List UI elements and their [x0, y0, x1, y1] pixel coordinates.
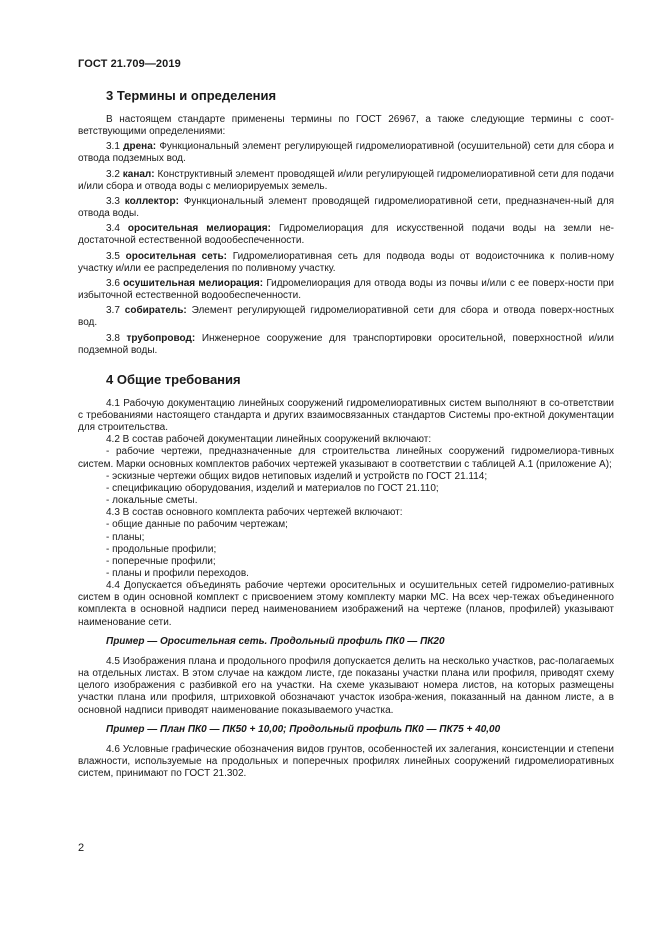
term-definition: [78, 333, 614, 357]
term-name: оросительная мелиорация:: [127, 223, 271, 235]
term-text: Элемент регулирующей гидромелиоративной сети для сбора и отвода поверх-ностных вод.: [78, 305, 615, 329]
standard-header: ГОСТ 21.709—2019: [78, 58, 181, 70]
paragraph-4-5: 4.5 Изображения плана и продольного профиля допускается делить на несколько участков, рас-полагаемых на отдельных листах. В этом случае на каждом листе, где показаны участки плана или профиля, приводят схему целого изображения с разбивкой его на участки. На схеме указывают номера листов, на которых размещены участки плана или профиля, штриховкой обозначают участок изобра-жения, показанный на данном листе, а в основной надписи приводят наименование показываемого участка.: [78, 655, 614, 716]
list-item: - эскизные чертежи общих видов нетиповых изделий и устройств по ГОСТ 21.114;: [106, 470, 488, 482]
term-number: 3.4: [106, 223, 120, 235]
paragraph-4-1: 4.1 Рабочую документацию линейных сооружений гидромелиоративных систем выполняют в со-ответствии с требованиями настоящего стандарта и других взаимосвязанных стандартов Системы про-ектной документации для строительства.: [78, 397, 614, 434]
list-item: - общие данные по рабочим чертежам;: [106, 519, 288, 531]
term-number: 3.6: [106, 277, 120, 289]
term-text: Гидромелиорация для искусственной подачи воды на земли не-достаточной естественной водообеспеченности.: [78, 223, 614, 247]
term-number: 3.8: [106, 332, 120, 344]
term-name: оросительная сеть:: [125, 250, 228, 262]
term-definition: [78, 305, 614, 329]
term-name: осушительная мелиорация:: [123, 277, 264, 289]
document-body: [78, 88, 614, 780]
term-definition: [78, 169, 614, 193]
term-number: 3.7: [106, 305, 120, 317]
term-text: Функциональный элемент проводящей гидромелиоративной сети, предназначен-ный для отвода воды.: [78, 195, 614, 220]
term-number: 3.2: [106, 168, 120, 180]
term-number: 3.5: [106, 250, 120, 262]
term-number: 3.3: [106, 195, 120, 207]
term-name: дрена:: [123, 141, 157, 153]
paragraph-4-6: 4.6 Условные графические обозначения видов грунтов, особенностей их залегания, консистенции и степени влажности, используемые на продольных и поперечных профилях линейных сооружений гидромелиоративных систем, принимают по ГОСТ 21.302.: [78, 743, 614, 780]
term-number: 3.1: [106, 141, 120, 153]
term-name: канал:: [122, 168, 155, 180]
terms-list: [78, 141, 614, 357]
term-definition: [78, 251, 614, 275]
term-text: Конструктивный элемент проводящей и/или регулирующей гидромелиоративной сети для подачи и/или сбора и отвода воды с мелиорируемых земель.: [78, 168, 615, 192]
section-3-intro: В настоящем стандарте применены термины по ГОСТ 26967, а также следующие термины с соот-ветствующими определениями:: [78, 114, 614, 138]
list-item: - спецификацию оборудования, изделий и материалов по ГОСТ 21.110;: [106, 482, 439, 494]
section-4-title: 4 Общие требования: [106, 371, 241, 387]
list-item: - рабочие чертежи, предназначенные для строительства линейных сооружений гидромелиора-тивных систем. Марки основных комплектов рабочих чертежей указывают в соответствии с таблицей А.1 (приложение А);: [78, 446, 614, 470]
term-text: Инженерное сооружение для транспортировки оросительной, поверхностной и/или подземной воды.: [78, 332, 615, 356]
paragraph-4-3: 4.3 В состав основного комплекта рабочих чертежей включают:: [106, 507, 403, 519]
term-name: коллектор:: [124, 195, 179, 207]
list-item: - поперечные профили;: [106, 555, 216, 567]
term-text: Функциональный элемент регулирующей гидромелиоративной (осушительной) сети для сбора и отвода подземных вод.: [78, 141, 614, 165]
paragraph-4-4: 4.4 Допускается объединять рабочие чертежи оросительных и осушительных сетей гидромелио-ративных систем в один основной комплект с присвоением этому комплекту марки МС. На всех чер-тежах объединенного комплекта в основной надписи перед наименованием изображений на чертеже (планов, профилей) указывают наименование сети.: [78, 580, 614, 628]
term-name: собиратель:: [124, 305, 187, 317]
example-2: Пример — План ПК0 — ПК50 + 10,00; Продольный профиль ПК0 — ПК75 + 40,00: [106, 723, 501, 735]
term-definition: [78, 223, 614, 247]
term-text: Гидромелиоративная сеть для подвода воды от водоисточника к полив-ному участку и/или ее распределения по поливному участку.: [78, 250, 614, 274]
list-item: - планы;: [106, 531, 145, 543]
term-definition: [78, 278, 614, 302]
list-item: - локальные сметы.: [106, 495, 198, 507]
term-definition: [78, 196, 614, 220]
example-1: Пример — Оросительная сеть. Продольный профиль ПК0 — ПК20: [106, 635, 445, 647]
term-name: трубопровод:: [126, 332, 196, 344]
term-definition: [78, 141, 614, 165]
section-3-title: 3 Термины и определения: [106, 88, 277, 103]
list-item: - продольные профили;: [106, 543, 217, 555]
page-number: 2: [78, 842, 85, 854]
term-text: Гидромелиорация для отвода воды из почвы и/или с ее поверх-ности при избыточной естественной водообеспеченности.: [78, 277, 615, 302]
paragraph-4-2: 4.2 В состав рабочей документации линейных сооружений включают:: [106, 434, 432, 446]
list-item: - планы и профили переходов.: [106, 568, 249, 579]
